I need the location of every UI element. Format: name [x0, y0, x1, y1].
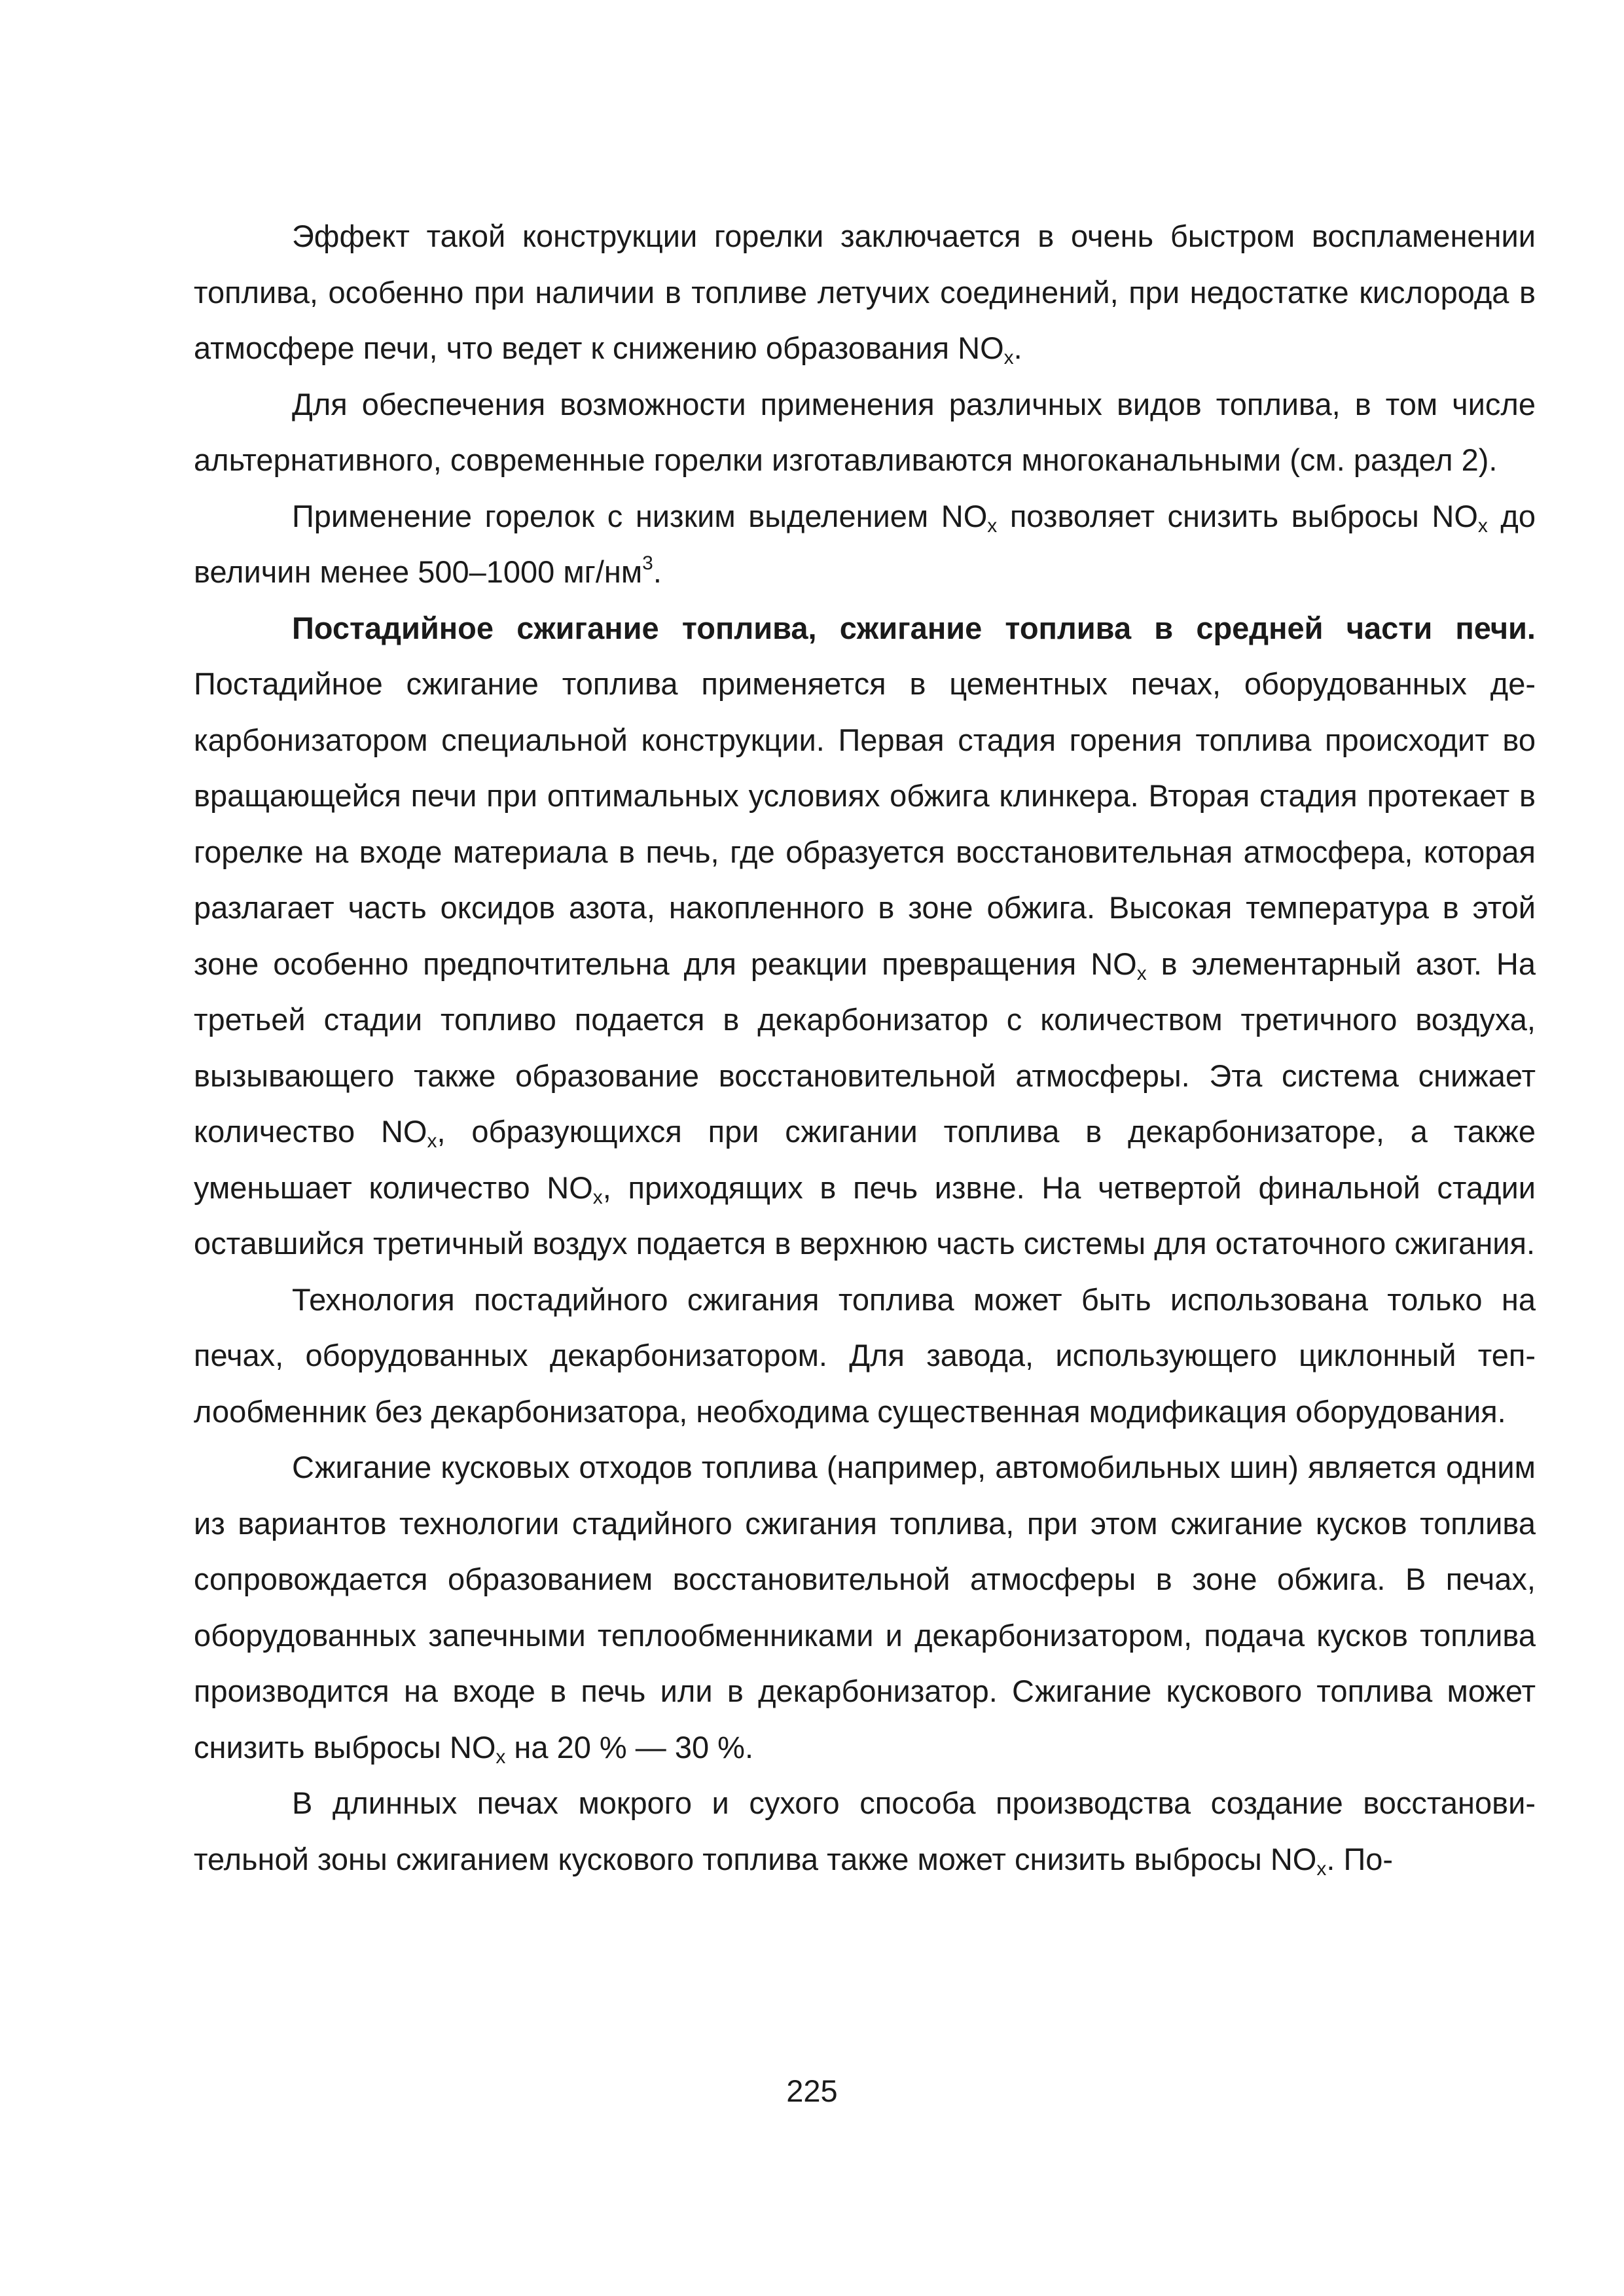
subscript: x — [496, 1746, 506, 1768]
text-run: Постадийное сжигание топлива применяется в цементных печах, оборудованных декарбонизатором специальной конструкции. Первая стадия горения топлива происходит во вращающейся печи при оптимальных условиях обжига клинкера. Вторая стадия протекает в горелке на входе материала в печь, где образуется восстановительная атмосфера, которая разлагает часть оксидов азота, накопленного в зоне обжига. Высокая температура в этой зоне особенно предпочтительна для реакции превращения NO — [194, 666, 1536, 981]
text-run: Технология постадийного сжигания топлива может быть использована только на печах, оборудованных декарбонизатором. Для завода, использующего циклонный теплообменник без декарбонизатора, необходима существенная модификация оборудования. — [194, 1282, 1536, 1429]
subscript: x — [1477, 514, 1488, 537]
subscript: x — [427, 1130, 437, 1152]
text-run: . — [653, 554, 662, 589]
text-run: позволяет снизить выбросы NO — [997, 498, 1478, 533]
text-run: . — [1013, 331, 1022, 365]
text-run: Для обеспечения возможности применения различных видов топлива, в том числе альтернативного, современные горелки изготавливаются многоканальными (см. раздел 2). — [194, 386, 1536, 477]
text-run: Применение горелок с низким выделением NO — [292, 498, 988, 533]
section-heading-run: Постадийное сжигание топлива, сжигание топлива в средней части печи. — [292, 610, 1536, 645]
paragraph — [194, 1439, 1536, 1775]
text-run: В длинных печах мокрого и сухого способа производства создание восстановительной зоны сжиганием кускового топлива также может снизить выбросы NO — [194, 1785, 1536, 1876]
paragraph — [194, 600, 1536, 1272]
superscript: 3 — [642, 552, 653, 574]
text-run: в элементарный азот. На третьей стадии топливо подается в декарбонизатор с количеством третичного воздуха, вызывающего также образование восстановительной атмосферы. Эта система снижает количество NO — [194, 946, 1536, 1149]
body-text — [194, 208, 1536, 1887]
page-number: 225 — [786, 2073, 838, 2108]
text-run: до величин менее 500–1000 мг/нм — [194, 498, 1536, 589]
subscript: x — [1003, 347, 1014, 368]
paragraph — [194, 208, 1536, 376]
subscript: x — [592, 1186, 603, 1208]
text-run: Сжигание кусковых отходов топлива (например, автомобильных шин) является одним из вариантов технологии стадийного сжигания топлива, при этом сжигание кусков топлива сопровождается образованием восстановительной атмосферы в зоне обжига. В печах, оборудованных запечными теплообменниками и декарбонизатором, подача кусков топлива производится на входе в печь или в декарбонизатор. Сжигание кускового топлива может снизить выбросы NO — [194, 1450, 1536, 1765]
text-run: . По- — [1326, 1841, 1394, 1876]
text-run: , образующихся при сжигании топлива в декарбонизаторе, а также уменьшает количество NO — [194, 1114, 1536, 1205]
text-run: , приходящих в печь извне. На четвертой финальной стадии оставшийся третичный воздух подается в верхнюю часть системы для остаточного сжигания. — [194, 1170, 1536, 1261]
paragraph — [194, 488, 1536, 600]
subscript: x — [987, 514, 998, 537]
paragraph — [194, 376, 1536, 488]
subscript: x — [1316, 1857, 1327, 1880]
text-run: Эффект такой конструкции горелки заключается в очень быстром воспламенении топлива, особенно при наличии в топливе летучих соединений, при недостатке кислорода в атмосфере печи, что ведет к снижению образования NO — [194, 219, 1536, 365]
paragraph — [194, 1272, 1536, 1440]
text-run: на 20 % — 30 %. — [505, 1729, 754, 1765]
subscript: x — [1136, 962, 1147, 984]
paragraph — [194, 1775, 1536, 1887]
